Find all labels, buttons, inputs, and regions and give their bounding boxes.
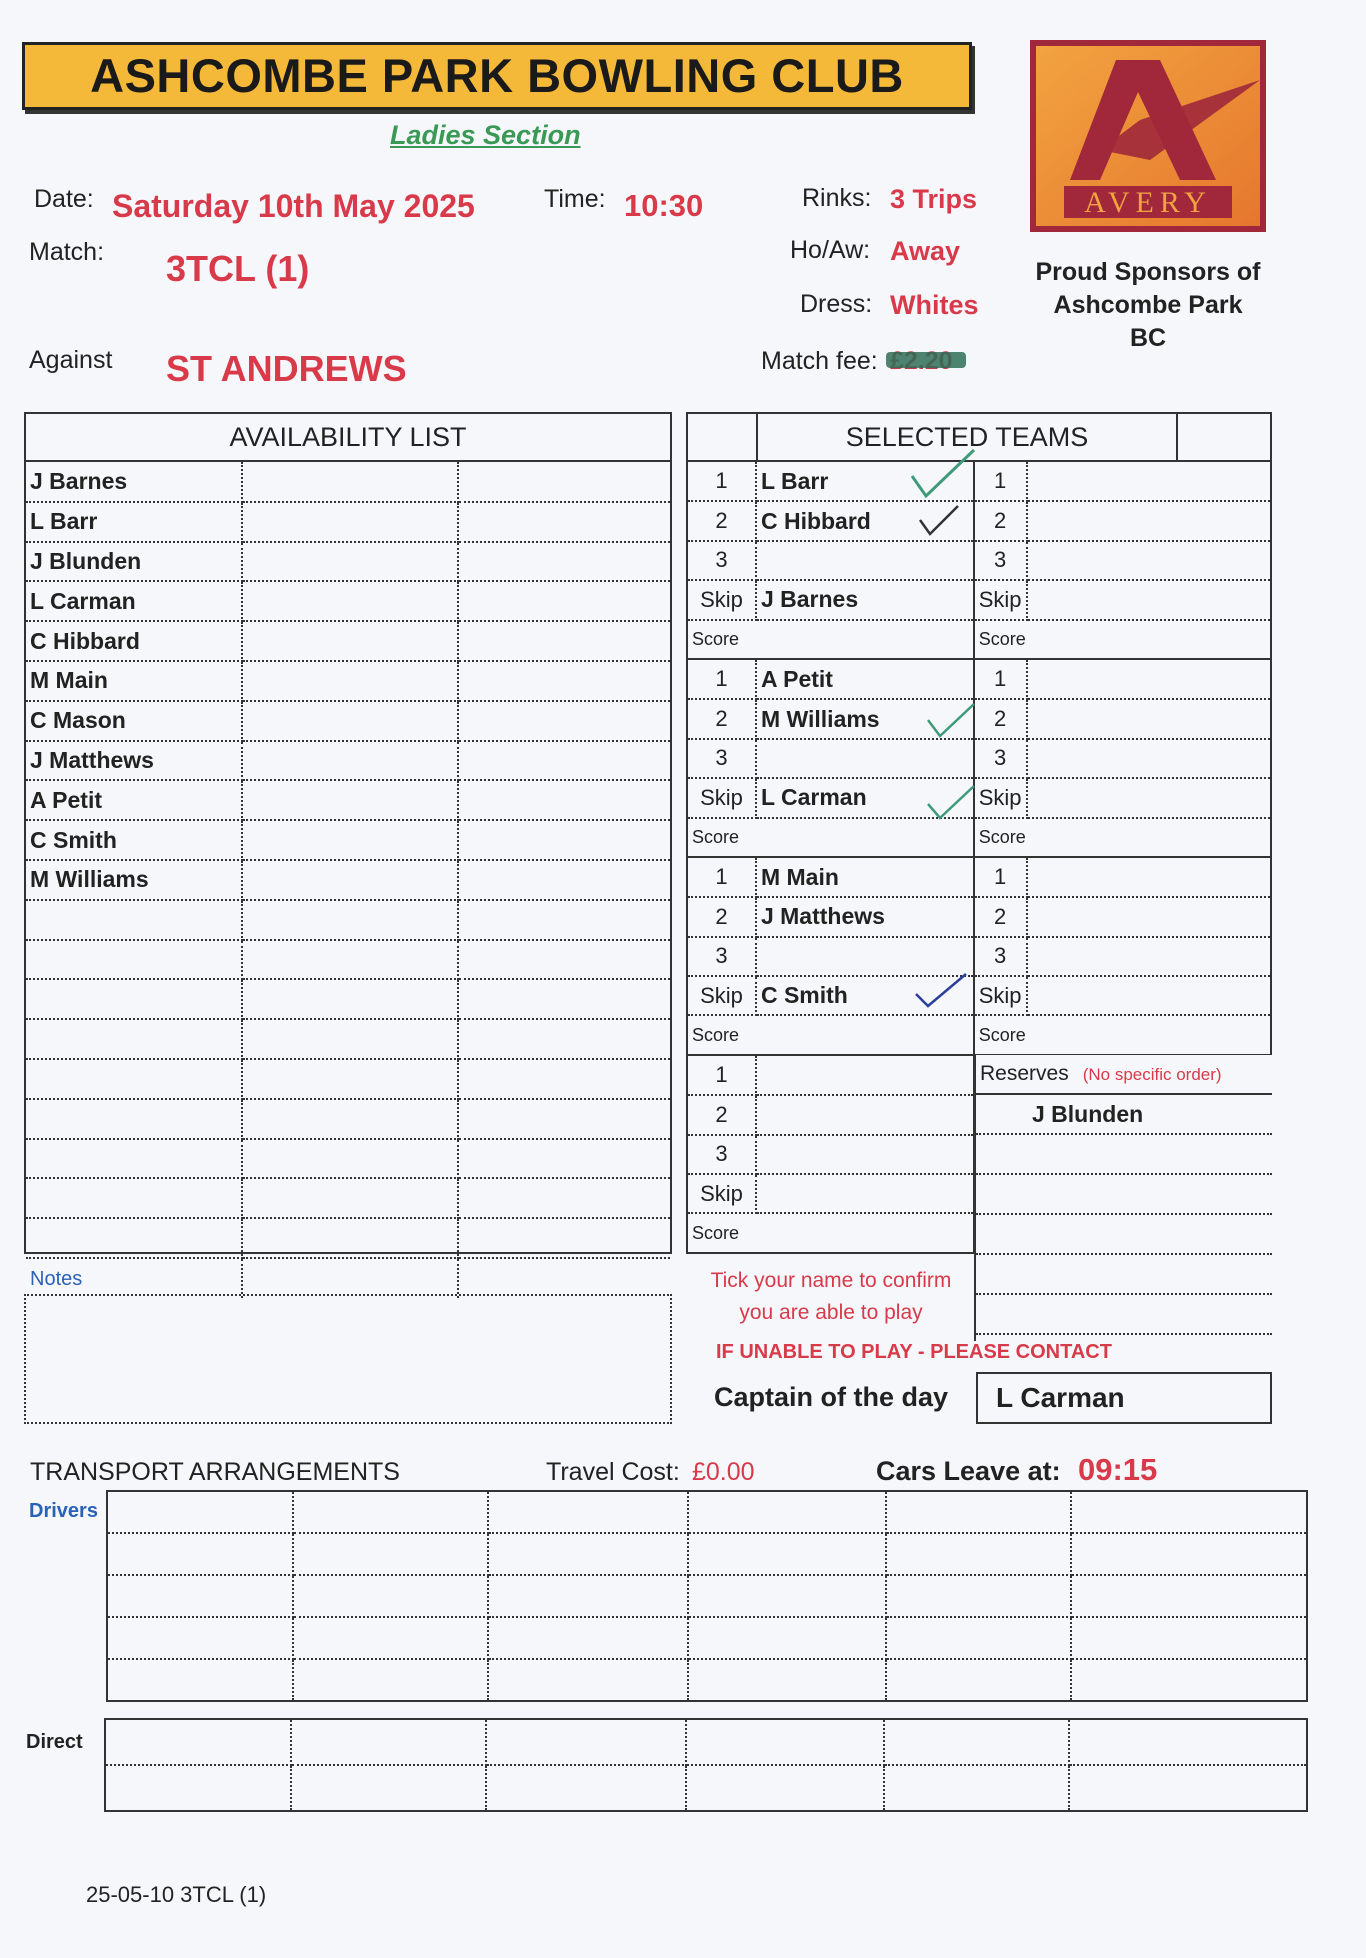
table-row: [26, 741, 670, 781]
position-label: 2: [688, 897, 756, 936]
transport-cell[interactable]: [488, 1491, 688, 1533]
sponsor-line-2: Ashcombe Park: [1053, 291, 1243, 319]
table-row: [26, 1139, 670, 1179]
availability-tick-cell[interactable]: [458, 979, 670, 1019]
table-row: [26, 900, 670, 940]
position-label: Skip: [688, 580, 756, 619]
availability-tick-cell[interactable]: [458, 820, 670, 860]
availability-tick-cell[interactable]: [458, 780, 670, 820]
availability-tick-cell[interactable]: [458, 1099, 670, 1139]
match-value: 3TCL (1): [166, 248, 310, 289]
availability-name[interactable]: J Matthews: [26, 741, 242, 781]
availability-tick-cell[interactable]: [242, 1139, 458, 1179]
availability-tick-cell[interactable]: [242, 979, 458, 1019]
transport-cell[interactable]: [886, 1575, 1070, 1617]
notes-box[interactable]: [24, 1294, 672, 1424]
transport-cell[interactable]: [688, 1617, 886, 1659]
transport-cell[interactable]: [884, 1765, 1068, 1811]
table-row: [688, 858, 1270, 897]
availability-tick-cell[interactable]: [458, 542, 670, 582]
transport-cell[interactable]: [107, 1659, 293, 1701]
transport-title: TRANSPORT ARRANGEMENTS: [30, 1458, 400, 1486]
availability-tick-cell[interactable]: [242, 900, 458, 940]
opponent-position-label: 1: [974, 660, 1027, 699]
table-row: [26, 1059, 670, 1099]
table-row: [688, 501, 1270, 540]
club-title: ASHCOMBE PARK BOWLING CLUB: [90, 49, 904, 102]
availability-tick-cell[interactable]: [242, 542, 458, 582]
opponent-cell[interactable]: [1027, 858, 1270, 897]
transport-cell[interactable]: [105, 1765, 291, 1811]
transport-cell[interactable]: [291, 1765, 485, 1811]
transport-cell[interactable]: [886, 1617, 1070, 1659]
table-row: [26, 860, 670, 900]
position-label: 2: [688, 1095, 756, 1134]
transport-cell[interactable]: [293, 1575, 487, 1617]
transport-cell[interactable]: [488, 1575, 688, 1617]
table-row: [26, 780, 670, 820]
availability-name[interactable]: C Mason: [26, 701, 242, 741]
availability-tick-cell[interactable]: [242, 701, 458, 741]
availability-tick-cell[interactable]: [458, 701, 670, 741]
rink-block: [688, 858, 1270, 1056]
score-row: [688, 818, 1270, 857]
player-name[interactable]: M Main: [756, 858, 974, 897]
dress-label: Dress:: [800, 290, 873, 318]
availability-name[interactable]: [26, 1139, 242, 1179]
player-name[interactable]: M Williams: [756, 699, 974, 738]
transport-cell[interactable]: [488, 1659, 688, 1701]
position-label: 3: [688, 937, 756, 976]
opponent-cell[interactable]: [1027, 660, 1270, 699]
opponent-cell[interactable]: [1027, 462, 1270, 501]
availability-box: [24, 412, 672, 1254]
player-name[interactable]: C Hibbard: [756, 501, 974, 540]
confirm-instructions: [686, 1265, 976, 1329]
transport-cell[interactable]: [486, 1719, 686, 1765]
availability-name[interactable]: [26, 1218, 242, 1258]
availability-tick-cell[interactable]: [242, 502, 458, 542]
position-label: Skip: [688, 778, 756, 817]
position-label: 1: [688, 660, 756, 699]
table-row: [688, 699, 1270, 738]
availability-tick-cell[interactable]: [458, 502, 670, 542]
table-row: [26, 462, 670, 502]
reserves-label: Reserves: [980, 1062, 1069, 1085]
availability-title: AVAILABILITY LIST: [26, 414, 670, 462]
table-row: [688, 660, 1270, 699]
transport-cell[interactable]: [688, 1491, 886, 1533]
sponsor-text: [1010, 256, 1286, 355]
transport-cell[interactable]: [1071, 1659, 1307, 1701]
opponent-cell[interactable]: [1027, 580, 1270, 619]
direct-table: [104, 1718, 1308, 1812]
table-row: [688, 580, 1270, 619]
dress-value: Whites: [890, 290, 979, 320]
table-row: [107, 1617, 1307, 1659]
notes-label: Notes: [30, 1268, 83, 1290]
sponsor-line-3: BC: [1129, 324, 1167, 352]
transport-cell[interactable]: [886, 1659, 1070, 1701]
transport-cell[interactable]: [886, 1533, 1070, 1575]
availability-name[interactable]: [26, 979, 242, 1019]
transport-cell[interactable]: [688, 1575, 886, 1617]
table-row: [26, 1099, 670, 1139]
opponent-position-label: 3: [974, 541, 1027, 580]
player-name[interactable]: A Petit: [756, 660, 974, 699]
availability-name[interactable]: J Barnes: [26, 462, 242, 502]
availability-tick-cell[interactable]: [458, 462, 670, 502]
availability-tick-cell[interactable]: [242, 621, 458, 661]
transport-cell[interactable]: [486, 1765, 686, 1811]
opponent-cell[interactable]: [1027, 976, 1270, 1015]
opponent-score-label: Score: [974, 1015, 1270, 1054]
availability-name[interactable]: M Main: [26, 661, 242, 701]
availability-tick-cell[interactable]: [242, 462, 458, 502]
player-name[interactable]: J Matthews: [756, 897, 974, 936]
transport-cell[interactable]: [886, 1491, 1070, 1533]
opponent-cell[interactable]: [1027, 778, 1270, 817]
opponent-position-label: 3: [974, 937, 1027, 976]
player-name[interactable]: C Smith: [756, 976, 974, 1015]
transport-cell[interactable]: [107, 1491, 293, 1533]
player-name[interactable]: J Barnes: [756, 580, 974, 619]
position-label: Skip: [688, 1174, 756, 1213]
score-label: Score: [688, 1213, 974, 1252]
table-row: [26, 701, 670, 741]
player-name[interactable]: L Carman: [756, 778, 974, 817]
opponent-score-label: Score: [974, 818, 1270, 857]
opponent-cell[interactable]: [1027, 937, 1270, 976]
opponent-position-label: Skip: [974, 778, 1027, 817]
player-name[interactable]: [756, 1056, 974, 1095]
availability-tick-cell[interactable]: [458, 1178, 670, 1218]
position-label: 2: [688, 699, 756, 738]
table-row: [26, 661, 670, 701]
player-name[interactable]: [756, 739, 974, 778]
availability-name[interactable]: L Barr: [26, 502, 242, 542]
availability-tick-cell[interactable]: [242, 661, 458, 701]
fee-scribble: [886, 352, 966, 368]
tick-icon: [926, 700, 976, 740]
score-label: Score: [688, 1015, 974, 1054]
availability-tick-cell[interactable]: [458, 741, 670, 781]
table-row: [26, 621, 670, 661]
cars-leave-label: Cars Leave at:: [876, 1456, 1061, 1486]
availability-tick-cell[interactable]: [458, 940, 670, 980]
captain-label: Captain of the day: [714, 1382, 949, 1412]
table-row: [26, 502, 670, 542]
tick-icon: [918, 504, 960, 538]
match-label: Match:: [29, 238, 105, 266]
cars-leave-value: 09:15: [1078, 1452, 1158, 1487]
table-row: [688, 897, 1270, 936]
date-label: Date:: [34, 185, 94, 213]
availability-name[interactable]: [26, 1178, 242, 1218]
opponent-position-label: 2: [974, 897, 1027, 936]
score-row: [688, 1015, 1270, 1054]
position-label: 1: [688, 462, 756, 501]
availability-tick-cell[interactable]: [242, 940, 458, 980]
availability-name[interactable]: L Carman: [26, 581, 242, 621]
opponent-cell[interactable]: [1027, 541, 1270, 580]
selected-teams-box: [686, 412, 1272, 1254]
reserve-name[interactable]: [976, 1135, 1272, 1175]
table-row: [105, 1765, 1307, 1811]
availability-name[interactable]: [26, 900, 242, 940]
club-title-banner: [22, 42, 972, 110]
time-label: Time:: [544, 185, 606, 213]
availability-tick-cell[interactable]: [242, 1099, 458, 1139]
score-label: Score: [688, 620, 974, 659]
confirm-line-1: Tick your name to confirm: [710, 1269, 952, 1292]
opponent-position-label: 2: [974, 501, 1027, 540]
availability-name[interactable]: [26, 940, 242, 980]
availability-name[interactable]: M Williams: [26, 860, 242, 900]
position-label: 1: [688, 858, 756, 897]
transport-cell[interactable]: [488, 1617, 688, 1659]
opponent-position-label: 3: [974, 739, 1027, 778]
reserve-name[interactable]: [976, 1175, 1272, 1215]
table-row: [688, 778, 1270, 817]
drivers-table: [106, 1490, 1308, 1702]
player-name[interactable]: [756, 1174, 974, 1213]
rinks-label: Rinks:: [802, 184, 872, 212]
transport-cell[interactable]: [291, 1719, 485, 1765]
rink-block: [688, 660, 1270, 858]
transport-cell[interactable]: [105, 1719, 291, 1765]
table-row: [26, 940, 670, 980]
reserve-name[interactable]: [976, 1215, 1272, 1255]
transport-cell[interactable]: [107, 1575, 293, 1617]
travel-cost-value: £0.00: [692, 1458, 755, 1486]
position-label: 3: [688, 1135, 756, 1174]
table-row: [26, 1019, 670, 1059]
table-row: [107, 1659, 1307, 1701]
time-value: 10:30: [624, 188, 704, 223]
captain-value: L Carman: [976, 1372, 1272, 1424]
transport-cell[interactable]: [1071, 1533, 1307, 1575]
transport-cell[interactable]: [884, 1719, 1068, 1765]
table-row: [107, 1575, 1307, 1617]
opponent-cell[interactable]: [1027, 739, 1270, 778]
sponsor-line-1: Proud Sponsors of: [1035, 258, 1261, 286]
position-label: 2: [688, 501, 756, 540]
table-row: [688, 541, 1270, 580]
opponent-position-label: Skip: [974, 580, 1027, 619]
availability-table: [26, 462, 670, 1298]
transport-cell[interactable]: [686, 1719, 884, 1765]
opponent-position-label: 1: [974, 858, 1027, 897]
availability-tick-cell[interactable]: [242, 820, 458, 860]
score-label: Score: [688, 818, 974, 857]
table-row: [107, 1533, 1307, 1575]
transport-cell[interactable]: [1071, 1617, 1307, 1659]
travel-cost-label: Travel Cost:: [546, 1458, 680, 1486]
selected-title: SELECTED TEAMS: [845, 422, 1089, 452]
transport-cell[interactable]: [107, 1533, 293, 1575]
availability-tick-cell[interactable]: [242, 1258, 458, 1298]
availability-tick-cell[interactable]: [458, 661, 670, 701]
availability-tick-cell[interactable]: [458, 621, 670, 661]
transport-cell[interactable]: [1069, 1765, 1307, 1811]
position-label: 3: [688, 739, 756, 778]
transport-cell[interactable]: [1071, 1575, 1307, 1617]
availability-tick-cell[interactable]: [242, 780, 458, 820]
table-row: [107, 1491, 1307, 1533]
score-row: [688, 620, 1270, 659]
availability-tick-cell[interactable]: [458, 1218, 670, 1258]
availability-tick-cell[interactable]: [458, 900, 670, 940]
rinks-value: 3 Trips: [890, 184, 978, 214]
availability-tick-cell[interactable]: [242, 1178, 458, 1218]
drivers-label: Drivers: [29, 1500, 98, 1522]
tick-icon: [908, 446, 978, 502]
date-value: Saturday 10th May 2025: [112, 188, 475, 224]
transport-cell[interactable]: [293, 1533, 487, 1575]
availability-tick-cell[interactable]: [242, 1218, 458, 1258]
position-label: 1: [688, 1056, 756, 1095]
table-row: [26, 581, 670, 621]
reserve-name[interactable]: J Blunden: [976, 1095, 1272, 1135]
position-label: 3: [688, 541, 756, 580]
confirm-line-2: you are able to play: [739, 1301, 923, 1324]
transport-cell[interactable]: [107, 1617, 293, 1659]
table-row: [688, 937, 1270, 976]
rink-block: [688, 462, 1270, 660]
availability-tick-cell[interactable]: [458, 1059, 670, 1099]
availability-tick-cell[interactable]: [458, 581, 670, 621]
table-row: [688, 976, 1270, 1015]
against-label: Against: [29, 346, 113, 374]
opponent-score-label: Score: [974, 620, 1270, 659]
table-row: [688, 739, 1270, 778]
availability-name[interactable]: [26, 1019, 242, 1059]
player-name[interactable]: L Barr: [756, 462, 974, 501]
selected-header: [688, 414, 1270, 462]
reserve-name[interactable]: [976, 1255, 1272, 1295]
reserves-panel: [974, 1055, 1272, 1341]
logo-text: AVERY: [1084, 186, 1212, 219]
opponent-cell[interactable]: [1027, 699, 1270, 738]
transport-cell[interactable]: [686, 1765, 884, 1811]
tick-icon: [926, 782, 976, 822]
availability-tick-cell[interactable]: [242, 1059, 458, 1099]
player-name[interactable]: [756, 541, 974, 580]
availability-name[interactable]: J Blunden: [26, 542, 242, 582]
availability-name[interactable]: [26, 1059, 242, 1099]
reserves-note: (No specific order): [1082, 1065, 1222, 1084]
availability-tick-cell[interactable]: [242, 741, 458, 781]
unable-contact-text: IF UNABLE TO PLAY - PLEASE CONTACT: [716, 1341, 1112, 1363]
opponent-cell[interactable]: [1027, 897, 1270, 936]
player-name[interactable]: [756, 1135, 974, 1174]
availability-tick-cell[interactable]: [458, 1258, 670, 1298]
against-value: ST ANDREWS: [166, 348, 407, 389]
availability-name[interactable]: [26, 1099, 242, 1139]
player-name[interactable]: [756, 1095, 974, 1134]
transport-cell[interactable]: [293, 1617, 487, 1659]
availability-name[interactable]: C Hibbard: [26, 621, 242, 661]
availability-tick-cell[interactable]: [458, 1019, 670, 1059]
opponent-position-label: Skip: [974, 976, 1027, 1015]
table-row: [26, 542, 670, 582]
fee-label: Match fee:: [761, 347, 878, 375]
availability-tick-cell[interactable]: [458, 860, 670, 900]
transport-cell[interactable]: [293, 1659, 487, 1701]
availability-tick-cell[interactable]: [242, 860, 458, 900]
table-row: [26, 1218, 670, 1258]
transport-cell[interactable]: [1071, 1491, 1307, 1533]
position-label: Skip: [688, 976, 756, 1015]
availability-tick-cell[interactable]: [242, 1019, 458, 1059]
direct-label: Direct: [26, 1731, 83, 1753]
transport-cell[interactable]: [688, 1533, 886, 1575]
table-row: [105, 1719, 1307, 1765]
hoaw-value: Away: [890, 236, 961, 266]
transport-cell[interactable]: [488, 1533, 688, 1575]
footer-reference: 25-05-10 3TCL (1): [86, 1882, 267, 1907]
table-row: [26, 1178, 670, 1218]
table-row: [26, 1258, 670, 1298]
transport-cell[interactable]: [688, 1659, 886, 1701]
transport-cell[interactable]: [293, 1491, 487, 1533]
opponent-position-label: 2: [974, 699, 1027, 738]
availability-tick-cell[interactable]: [458, 1139, 670, 1179]
transport-cell[interactable]: [1069, 1719, 1307, 1765]
availability-name[interactable]: C Smith: [26, 820, 242, 860]
table-row: [688, 462, 1270, 501]
availability-name[interactable]: A Petit: [26, 780, 242, 820]
opponent-position-label: 1: [974, 462, 1027, 501]
hoaw-label: Ho/Aw:: [790, 236, 871, 264]
availability-tick-cell[interactable]: [242, 581, 458, 621]
opponent-cell[interactable]: [1027, 501, 1270, 540]
table-row: [26, 820, 670, 860]
table-row: [26, 979, 670, 1019]
section-subtitle: Ladies Section: [390, 120, 581, 150]
avery-logo: [1030, 40, 1266, 232]
reserve-name[interactable]: [976, 1295, 1272, 1335]
tick-icon: [914, 970, 968, 1010]
